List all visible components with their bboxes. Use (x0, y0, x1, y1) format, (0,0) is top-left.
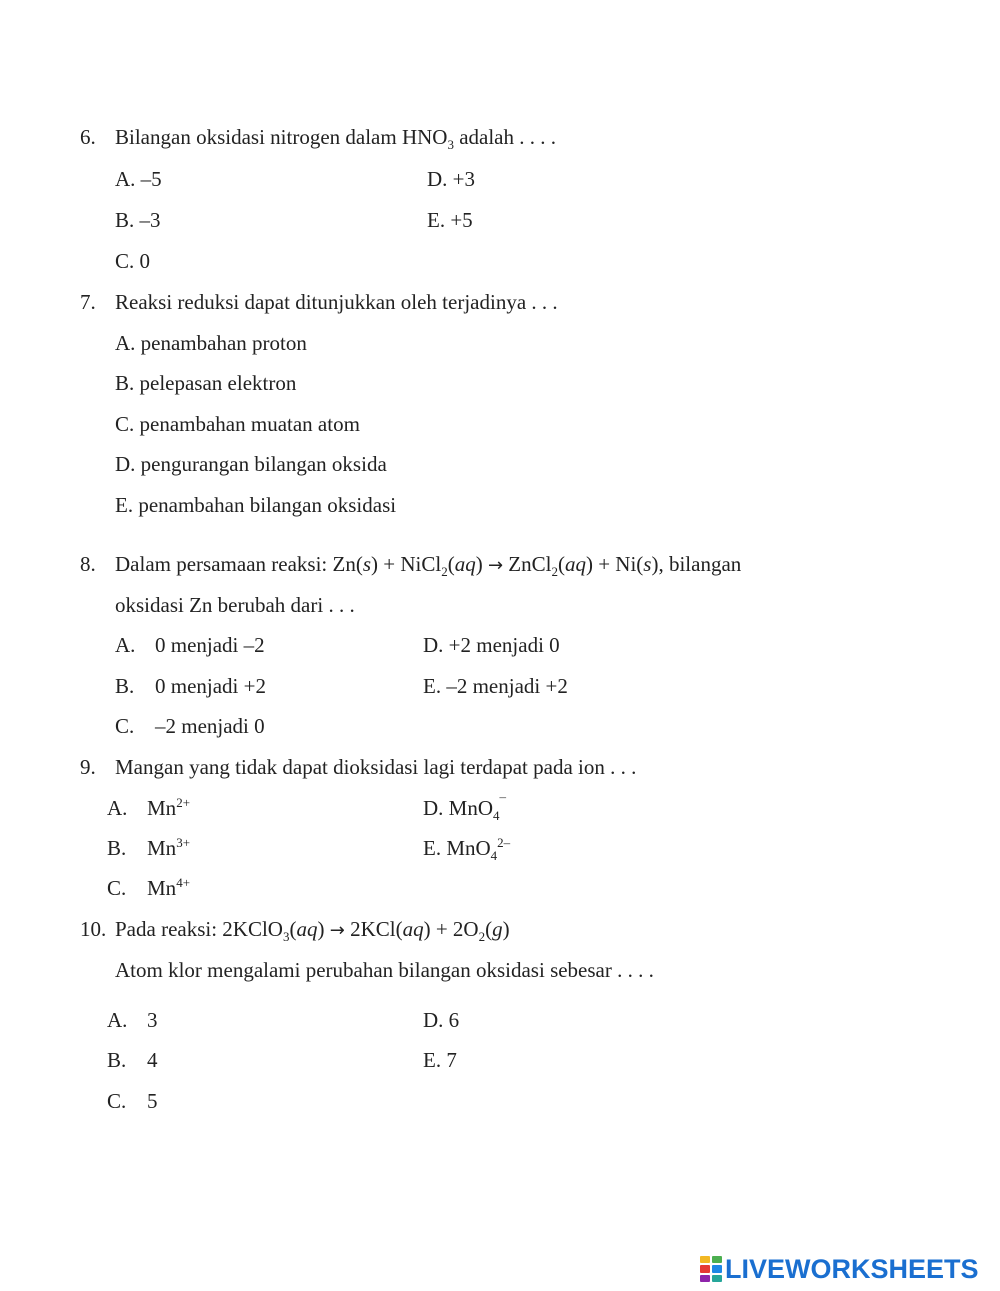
question-7 (80, 289, 558, 315)
option-9a: A. $Mn^{2+}$ (107, 795, 191, 820)
option-8a: A. 0 menjadi –2 (115, 633, 265, 657)
option-8c: C. –2 menjadi 0 (115, 714, 265, 738)
option-9b: B. $Mn^{3+}$ (107, 835, 191, 860)
question-10-continuation: Atom klor mengalami perubahan bilangan oksidasi sebesar . . . . (115, 958, 654, 982)
arrow-icon: → (329, 920, 345, 941)
option-7d: D. pengurangan bilangan oksida (115, 452, 387, 476)
question-equation: Dalam persamaan reaksi: Zn(s) + NiCl$_2$(aq) → ZnCl$_2$(aq) + Ni(s), bilangan (115, 552, 742, 580)
logo-icon (700, 1256, 722, 1282)
option-6b: B. –3 (115, 208, 161, 232)
option-8d: D. +2 menjadi 0 (423, 633, 560, 657)
option-8b: B. 0 menjadi +2 (115, 674, 266, 698)
option-9e: E. MnO$_4^{2-}$ (423, 835, 511, 864)
option-6e: E. +5 (427, 208, 473, 232)
question-text: Mangan yang tidak dapat dioksidasi lagi terdapat pada ion . . . (115, 755, 637, 779)
question-9 (80, 754, 636, 780)
option-7e: E. penambahan bilangan oksidasi (115, 493, 397, 517)
question-equation: Pada reaksi: 2KClO$_3$(aq) → $2KCl(aq) + 2O_2(g)$ (115, 917, 510, 945)
option-8e: E. –2 menjadi +2 (423, 674, 568, 698)
option-10b: B. 4 (107, 1048, 158, 1072)
brand-name: LIVEWORKSHEETS (725, 1253, 979, 1284)
liveworksheets-logo[interactable] (700, 1252, 990, 1286)
option-6a: A. –5 (115, 167, 162, 191)
question-text: Reaksi reduksi dapat ditunjukkan oleh terjadinya . . . (115, 290, 558, 314)
question-text: Bilangan oksidasi nitrogen dalam $HNO_3$ adalah . . . . (115, 125, 556, 153)
question-8-continuation: oksidasi Zn berubah dari . . . (115, 593, 355, 617)
question-number: 7. (80, 290, 96, 314)
arrow-icon: → (487, 555, 504, 576)
option-10a: A. 3 (107, 1008, 158, 1032)
option-10e: E. 7 (423, 1048, 457, 1072)
question-number: 8. (80, 552, 96, 576)
question-6 (80, 124, 556, 153)
question-number: 9. (80, 755, 96, 779)
question-10 (80, 916, 510, 944)
option-9c: C. $Mn^{4+}$ (107, 875, 191, 900)
option-9d: D. MnO$_4$¯ (423, 795, 507, 824)
option-7a: A. penambahan proton (115, 331, 307, 355)
option-10c: C. 5 (107, 1089, 158, 1113)
option-6c: C. 0 (115, 249, 151, 273)
option-7c: C. penambahan muatan atom (115, 412, 360, 436)
option-10d: D. 6 (423, 1008, 460, 1032)
option-6d: D. +3 (427, 167, 476, 191)
question-number: 6. (80, 125, 96, 149)
question-number: 10. (80, 917, 107, 941)
question-8 (80, 551, 741, 579)
option-7b: B. pelepasan elektron (115, 371, 297, 395)
